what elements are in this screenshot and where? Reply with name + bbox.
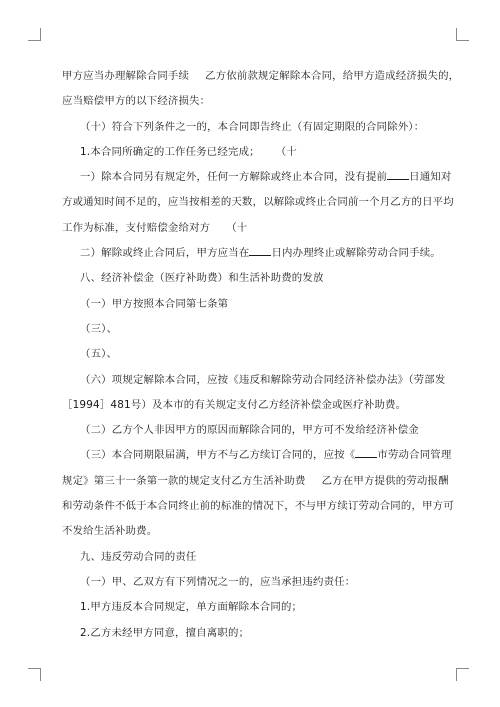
text-line <box>62 241 447 266</box>
section-heading <box>62 545 447 570</box>
text-segment: 二）解除或终止合同后，甲方应当在 <box>80 247 250 260</box>
text-segment: （十 <box>226 221 248 234</box>
text-segment: （十）符合下列条件之一的，本合同即告终止（有固定期限的合同除外）： <box>80 120 425 133</box>
text-line <box>62 317 447 342</box>
text-segment: 1.本合同所确定的工作任务已经完成； <box>80 145 260 158</box>
text-line <box>62 216 447 241</box>
text-segment: 方或通知时间不足的，应当按相差的天数，以解除或终止合同前一个月乙方的日平均 <box>62 196 454 209</box>
text-segment: 日通知对 <box>409 171 452 184</box>
text-line <box>62 64 460 89</box>
fill-in-blank <box>355 446 377 458</box>
text-segment: 甲方应当办理解除合同手续 <box>62 70 190 82</box>
fill-in-blank <box>249 244 271 256</box>
text-segment: 工作为标准，支付赔偿金给对方 <box>62 221 211 234</box>
page-corner-mark-bottom-right <box>456 668 469 681</box>
text-segment: （十 <box>275 145 297 158</box>
text-segment: 和劳动条件不低于本合同终止前的标准的情况下，不与甲方续订劳动合同的，甲方可 <box>62 500 454 513</box>
text-segment: 日内办理终止或解除劳动合同手续。 <box>271 247 441 260</box>
text-segment: 不发给生活补助费。 <box>62 525 158 538</box>
page-corner-mark-top-left <box>28 28 41 41</box>
text-segment: （二）乙方个人非因甲方的原因而解除合同的，甲方可不发给经济补偿金 <box>80 424 419 437</box>
text-segment: （六）项规定解除本合同，应按《违反和解除劳动合同经济补偿办法》（劳部发 <box>80 373 446 386</box>
text-line <box>62 494 454 519</box>
text-line <box>62 165 452 190</box>
text-line <box>62 190 454 215</box>
page-corner-mark-top-right <box>456 28 469 41</box>
text-segment: 一）除本合同另有规定外，任何一方解除或终止本合同，没有提前 <box>80 171 388 184</box>
text-line <box>62 393 447 418</box>
text-line <box>62 570 447 595</box>
text-segment: （一）甲、乙双方有下列情况之一的，应当承担违约责任： <box>80 575 356 588</box>
text-line <box>62 621 447 646</box>
text-segment: 乙方依前款规定解除本合同，给甲方造成经济损失的， <box>205 70 460 82</box>
text-line <box>62 342 447 367</box>
fill-in-blank <box>387 168 409 180</box>
text-segment: （三）本合同期限届满，甲方不与乙方续订合同的，应按《 <box>80 449 356 462</box>
text-segment: 市劳动合同管理 <box>377 449 452 462</box>
text-segment: （三）、 <box>80 322 118 335</box>
text-segment: （五）、 <box>80 348 118 361</box>
document-body <box>62 64 460 646</box>
text-segment: 九、违反劳动合同的责任 <box>80 550 197 563</box>
section-heading <box>62 266 447 291</box>
text-segment: （一）甲方按照本合同第七条第 <box>80 297 229 310</box>
text-line <box>62 595 447 620</box>
text-line <box>62 89 447 114</box>
text-line <box>62 519 447 544</box>
text-segment: ［1994］481号）及本市的有关规定支付乙方经济补偿金或医疗补助费。 <box>62 398 407 411</box>
text-segment: 2.乙方未经甲方同意，擅自离职的； <box>80 626 250 639</box>
text-line <box>62 140 447 165</box>
text-segment: 应当赔偿甲方的以下经济损失： <box>62 95 211 108</box>
text-line <box>62 115 447 140</box>
text-line <box>62 418 447 443</box>
text-line <box>62 368 447 393</box>
text-segment: 规定》第三十一条第一款的规定支付乙方生活补助费 <box>62 474 306 487</box>
text-segment: 1.甲方违反本合同规定，单方面解除本合同的； <box>80 601 303 614</box>
text-segment: 乙方在甲方提供的劳动报酬 <box>321 474 449 487</box>
text-segment: 八、经济补偿金（医疗补助费）和生活补助费的发放 <box>80 272 324 285</box>
text-line <box>62 469 447 494</box>
text-line <box>62 443 452 468</box>
text-line <box>62 292 447 317</box>
page-corner-mark-bottom-left <box>28 668 41 681</box>
